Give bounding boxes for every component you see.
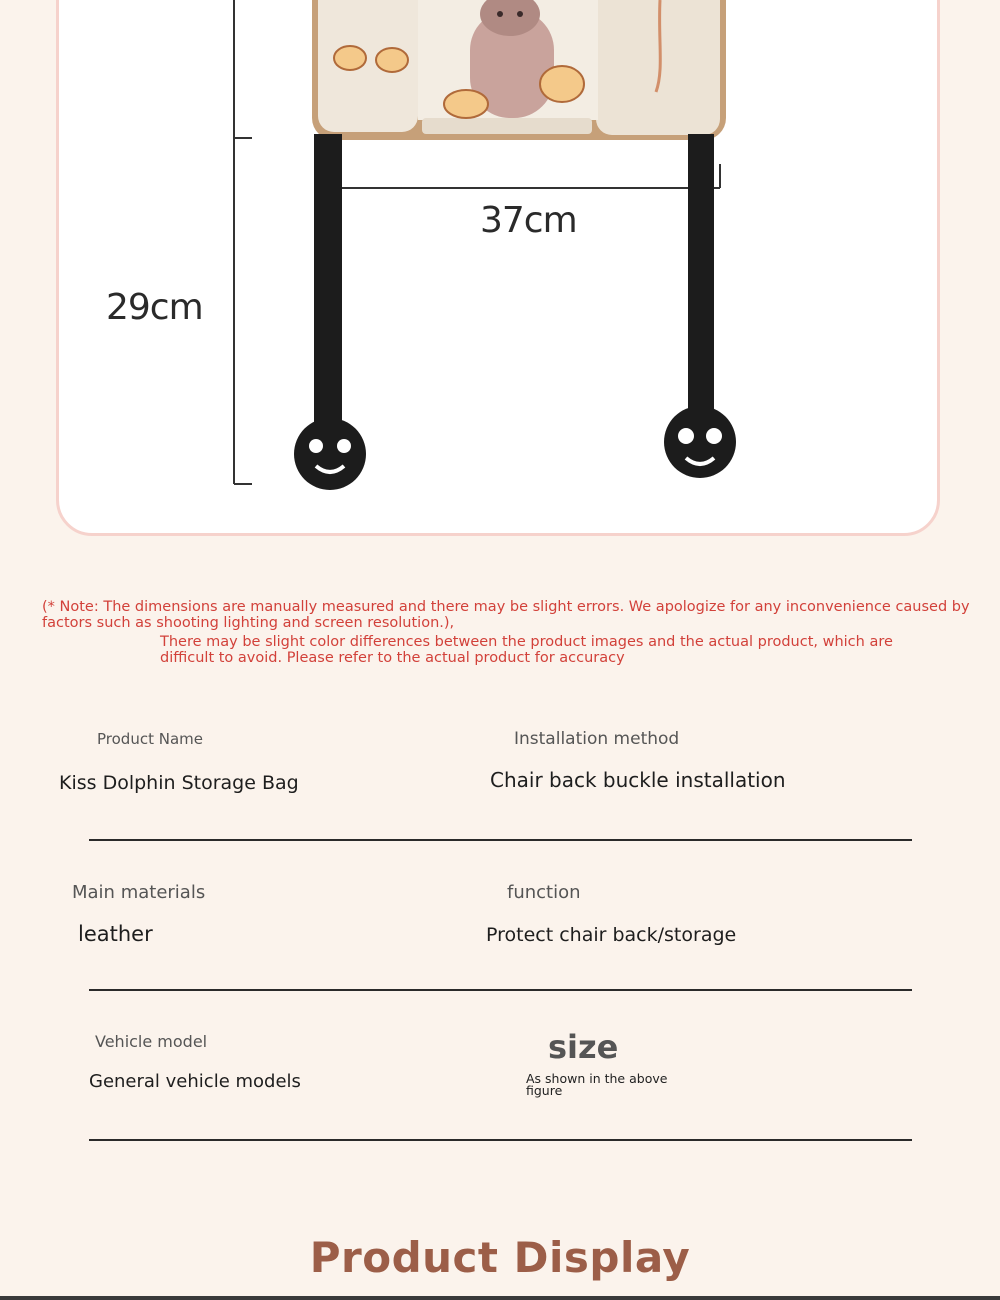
divider: [89, 989, 912, 991]
storage-bag: [312, 0, 726, 140]
left-buckle-icon: [294, 418, 366, 490]
function-value: Protect chair back/storage: [486, 924, 737, 946]
color-note: There may be slight color differences between the product images and the actual product, which are difficult to avoid. Please refer to the actual product for accuracy: [160, 634, 893, 666]
installation-value: Chair back buckle installation: [490, 768, 786, 792]
divider: [89, 839, 912, 841]
materials-value: leather: [78, 922, 153, 946]
right-buckle-icon: [664, 406, 736, 478]
size-value: As shown in the above figure: [526, 1071, 668, 1098]
product-dimension-illustration: [0, 0, 1000, 540]
height-dimension-line: [234, 0, 252, 484]
hanging-straps: [314, 134, 714, 434]
vehicle-label: Vehicle model: [95, 1032, 208, 1051]
materials-label: Main materials: [72, 882, 206, 903]
section-title: Product Display: [309, 1233, 691, 1282]
vehicle-value: General vehicle models: [89, 1071, 301, 1092]
bottom-border: [0, 1296, 1000, 1300]
product-name-value: Kiss Dolphin Storage Bag: [59, 772, 299, 794]
installation-label: Installation method: [514, 729, 680, 749]
divider: [89, 1139, 912, 1141]
product-name-label: Product Name: [97, 730, 203, 748]
width-label: 37cm: [480, 200, 577, 241]
function-label: function: [507, 882, 581, 903]
measurement-note: (* Note: The dimensions are manually measured and there may be slight errors. We apologize for any inconvenience caused by factors such as shooting lighting and screen resolution.),: [42, 599, 970, 631]
height-label: 29cm: [106, 287, 203, 328]
width-dimension-line: [316, 164, 720, 188]
size-label: size: [548, 1028, 619, 1066]
